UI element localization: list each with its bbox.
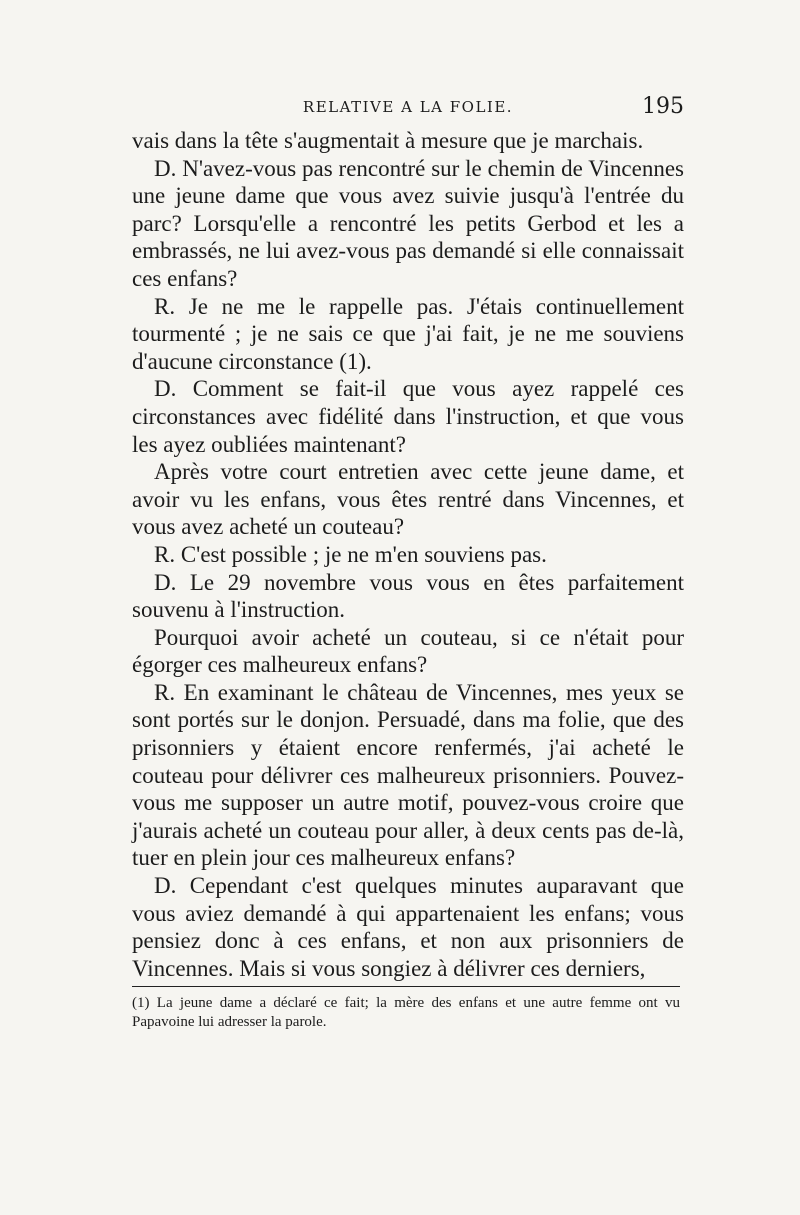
- footnote-rule: [132, 986, 680, 987]
- paragraph: D. Le 29 novembre vous vous en êtes parfaitement souvenu à l'instruction.: [132, 569, 684, 623]
- paragraph: D. N'avez-vous pas rencontré sur le chemin de Vincennes une jeune dame que vous avez suivie jusqu'à l'entrée du parc? Lorsqu'elle a rencontré les petits Gerbod et les a embrassés, ne lui avez-vous pas demandé si elle connaissait ces enfans?: [132, 155, 684, 291]
- paragraph: D. Comment se fait-il que vous ayez rappelé ces circonstances avec fidélité dans l'instruction, et que vous les ayez oubliées maintenant?: [132, 376, 684, 457]
- paragraph: R. Je ne me le rappelle pas. J'étais continuellement tourmenté ; je ne sais ce que j'ai fait, je ne me souviens d'aucune circonstance (1).: [132, 293, 684, 374]
- paragraph: R. En examinant le château de Vincennes, mes yeux se sont portés sur le donjon. Persuadé, dans ma folie, que des prisonniers y étaient encore renfermés, j'ai acheté le couteau pour délivrer ces malheureux prisonniers. Pouvez-vous me supposer un autre motif, pouvez-vous croire que j'aurais acheté un couteau pour aller, à deux cents pas de-là, tuer en plein jour ces malheureux enfans?: [132, 679, 684, 871]
- page-header: [132, 94, 684, 122]
- body-text: [132, 127, 684, 982]
- paragraph: R. C'est possible ; je ne m'en souviens pas.: [154, 541, 547, 567]
- paragraph: vais dans la tête s'augmentait à mesure que je marchais.: [132, 128, 644, 153]
- paragraph: Pourquoi avoir acheté un couteau, si ce n'était pour égorger ces malheureux enfans?: [132, 624, 684, 678]
- running-title: RELATIVE A LA FOLIE.: [302, 98, 514, 116]
- paragraph: D. Cependant c'est quelques minutes auparavant que vous aviez demandé à qui appartenaient les enfans; vous pensiez donc à ces enfans, et non aux prisonniers de Vincennes. Mais si vous songiez à délivrer ces derniers,: [132, 873, 684, 981]
- paragraph: Après votre court entretien avec cette jeune dame, et avoir vu les enfans, vous êtes rentré dans Vincennes, et vous avez acheté un couteau?: [132, 459, 684, 540]
- footnote: (1) La jeune dame a déclaré ce fait; la mère des enfans et une autre femme ont vu Papavoine lui adresser la parole.: [132, 995, 680, 1030]
- page-number: 195: [642, 94, 684, 119]
